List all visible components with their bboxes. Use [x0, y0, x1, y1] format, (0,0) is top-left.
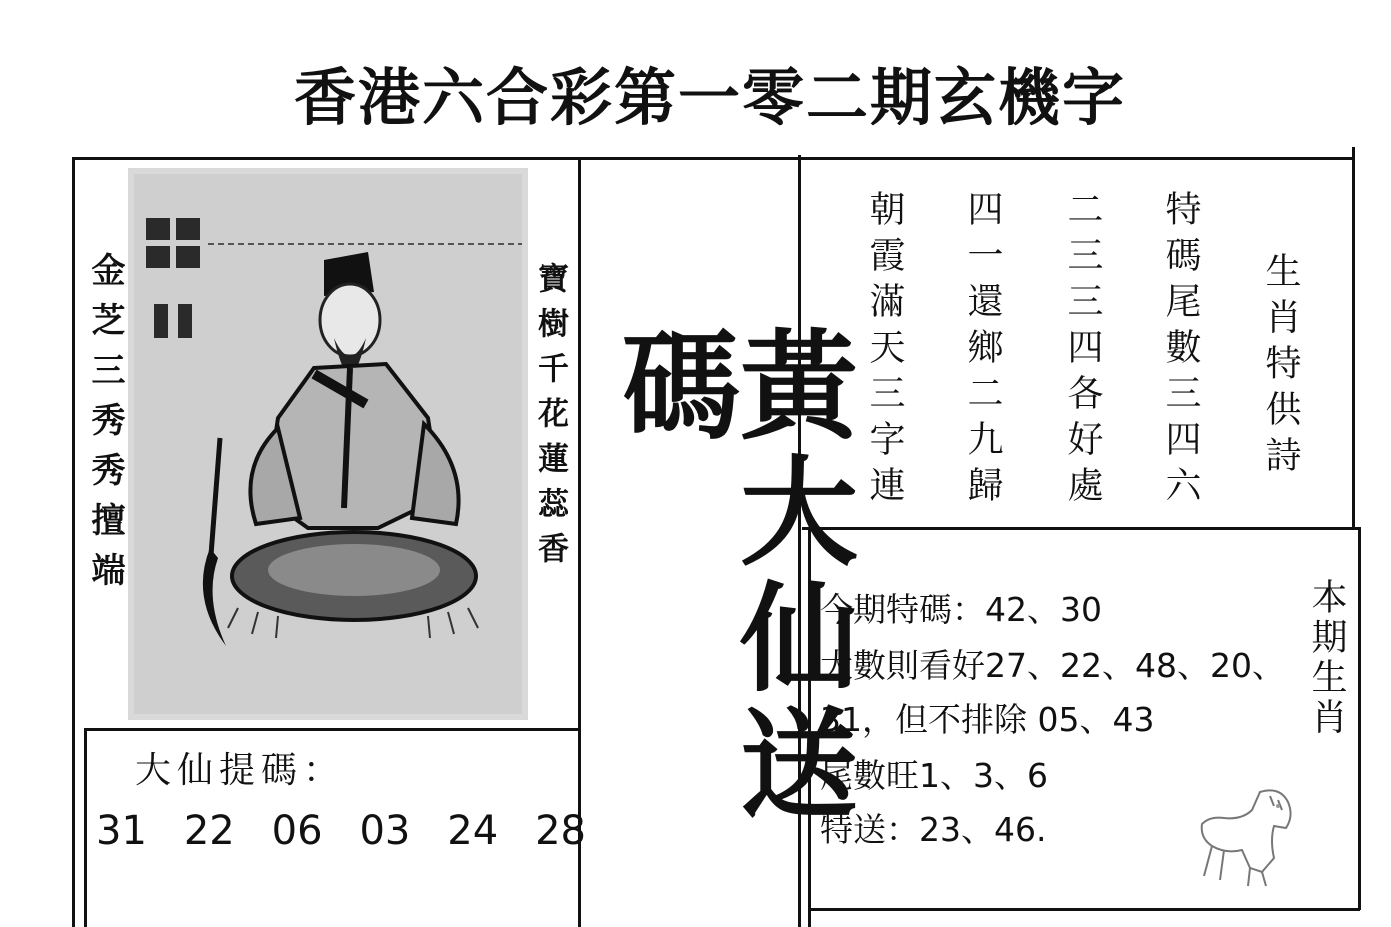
tip-special-numbers: 今期特碼：42、30 — [820, 590, 1102, 629]
frame-right-line — [1352, 147, 1355, 527]
hint-number: 24 — [447, 808, 499, 854]
big-title: 黃大仙送碼 — [602, 324, 859, 828]
frame-left-line-lower — [84, 728, 87, 927]
frame-left-line — [72, 157, 75, 927]
hint-number: 06 — [271, 808, 323, 854]
poem-heading: 生肖特供詩 — [1260, 252, 1301, 482]
hint-top-line — [84, 728, 580, 731]
poem-column: 特碼尾數三四六 — [1160, 190, 1201, 512]
right-couplet: 寶樹千花蓮蕊香 — [532, 262, 568, 577]
poem-column: 二三三四各好處 — [1062, 190, 1103, 512]
frame-top-line — [72, 157, 1354, 160]
zodiac-label: 本期生肖 — [1306, 578, 1347, 738]
page-title: 香港六合彩第一零二期玄機字 — [293, 60, 1126, 134]
frame-right-line-lower — [1358, 527, 1361, 910]
tip-big-numbers: 大數則看好27、22、48、20、 — [820, 646, 1285, 685]
poem-bottom-line — [802, 527, 1358, 530]
tip-bonus-numbers: 特送：23、46. — [820, 810, 1047, 849]
poem-column: 朝霞滿天三字連 — [864, 190, 905, 512]
portrait-image — [128, 168, 528, 720]
hint-numbers — [96, 808, 586, 854]
hint-number: 22 — [183, 808, 235, 854]
hint-number: 31 — [96, 808, 147, 854]
horse-icon — [1190, 780, 1302, 892]
poem-column: 四一還鄉二九歸 — [962, 190, 1003, 512]
tips-bottom-line — [808, 908, 1360, 911]
left-couplet: 金芝三秀秀擅端 — [85, 252, 125, 602]
hint-number: 03 — [359, 808, 411, 854]
hint-label: 大仙提碼： — [135, 750, 346, 791]
hint-number: 28 — [535, 808, 586, 854]
tip-big-numbers-continued: 31，但不排除 05、43 — [820, 700, 1155, 739]
tip-tail-digits: 尾數旺1、3、6 — [820, 756, 1048, 795]
